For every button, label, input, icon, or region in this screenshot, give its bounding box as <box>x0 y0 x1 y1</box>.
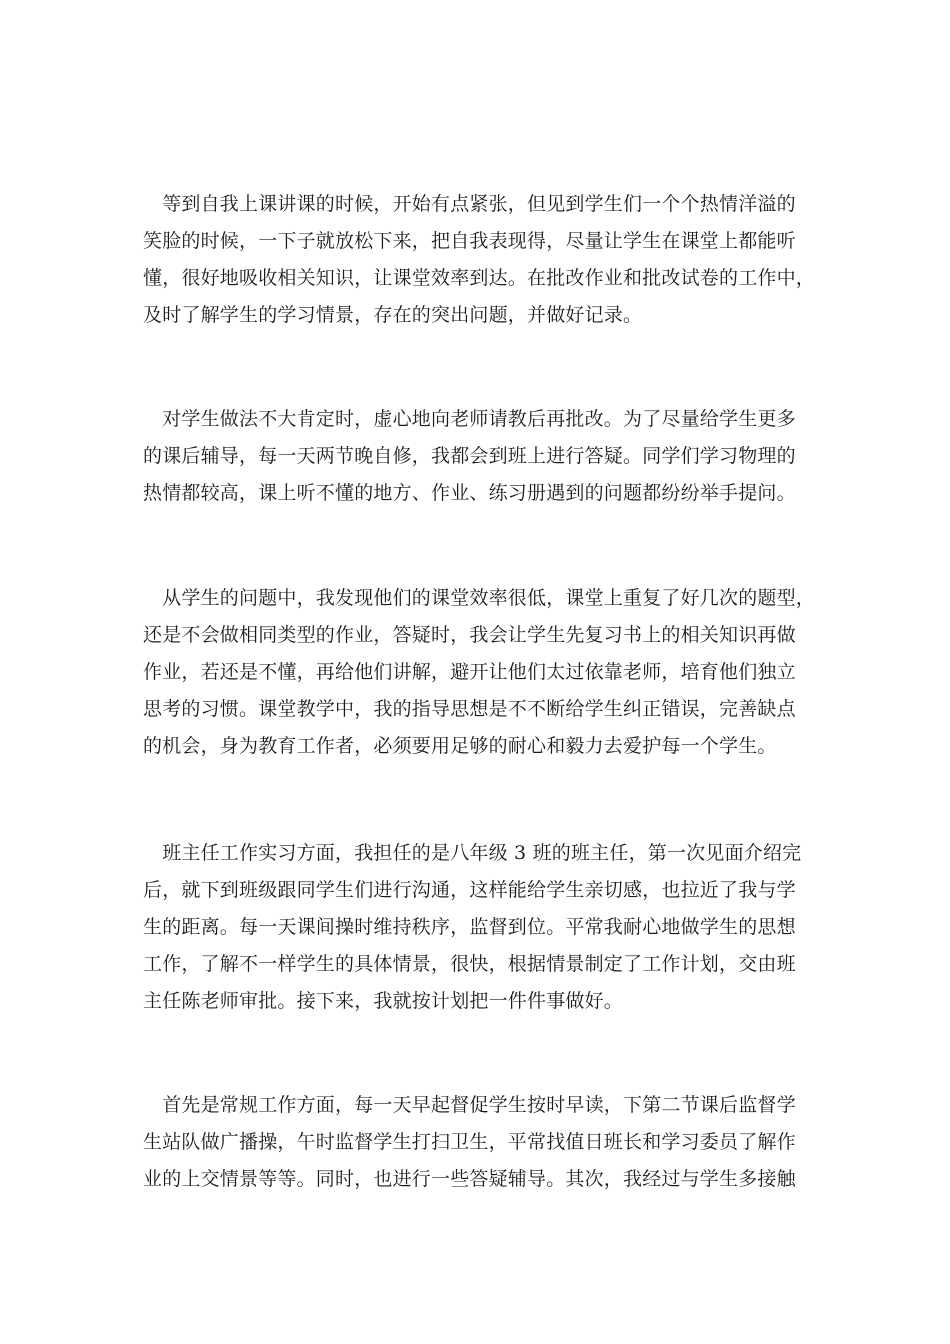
paragraph-4 <box>143 835 823 1020</box>
paragraph-line: 班主任工作实习方面，我担任的是八年级 3 班的班主任，第一次见面介绍完 <box>143 842 802 864</box>
paragraph-line: 工作，了解不一样学生的具体情景，很快，根据情景制定了工作计划，交由班 <box>143 953 796 975</box>
paragraph-line: 等到自我上课讲课的时候，开始有点紧张，但见到学生们一个个热情洋溢的 <box>143 193 796 215</box>
paragraph-line: 对学生做法不大肯定时，虚心地向老师请教后再批改。为了尽量给学生更多 <box>143 408 796 430</box>
paragraph-line: 首先是常规工作方面，每一天早起督促学生按时早读，下第二节课后监督学 <box>143 1094 796 1116</box>
paragraph-line: 思考的习惯。课堂教学中，我的指导思想是不不断给学生纠正错误，完善缺点 <box>143 698 796 720</box>
paragraph-5 <box>143 1087 823 1198</box>
paragraph-1 <box>143 186 823 334</box>
paragraph-line: 生的距离。每一天课间操时维持秩序，监督到位。平常我耐心地做学生的思想 <box>143 916 796 938</box>
paragraph-2 <box>143 401 823 512</box>
paragraph-line: 从学生的问题中，我发现他们的课堂效率很低，课堂上重复了好几次的题型， <box>143 587 816 609</box>
paragraph-line: 还是不会做相同类型的作业，答疑时，我会让学生先复习书上的相关知识再做 <box>143 624 796 646</box>
paragraph-3 <box>143 580 823 765</box>
paragraph-line: 生站队做广播操，午时监督学生打扫卫生，平常找值日班长和学习委员了解作 <box>143 1131 796 1153</box>
paragraph-line: 后，就下到班级跟同学生们进行沟通，这样能给学生亲切感，也拉近了我与学 <box>143 879 796 901</box>
paragraph-line: 业的上交情景等等。同时，也进行一些答疑辅导。其次，我经过与学生多接触 <box>143 1168 796 1190</box>
paragraph-line: 的机会，身为教育工作者，必须要用足够的耐心和毅力去爱护每一个学生。 <box>143 735 777 757</box>
paragraph-line: 主任陈老师审批。接下来，我就按计划把一件件事做好。 <box>143 990 624 1012</box>
paragraph-line: 作业，若还是不懂，再给他们讲解，避开让他们太过依靠老师，培育他们独立 <box>143 661 796 683</box>
paragraph-line: 及时了解学生的学习情景，存在的突出问题，并做好记录。 <box>143 304 643 326</box>
paragraph-line: 笑脸的时候，一下子就放松下来，把自我表现得，尽量让学生在课堂上都能听 <box>143 230 796 252</box>
paragraph-line: 热情都较高，课上听不懂的地方、作业、练习册遇到的问题都纷纷举手提问。 <box>143 482 796 504</box>
paragraph-line: 的课后辅导，每一天两节晚自修，我都会到班上进行答疑。同学们学习物理的 <box>143 445 796 467</box>
paragraph-line: 懂，很好地吸收相关知识，让课堂效率到达。在批改作业和批改试卷的工作中， <box>143 267 816 289</box>
